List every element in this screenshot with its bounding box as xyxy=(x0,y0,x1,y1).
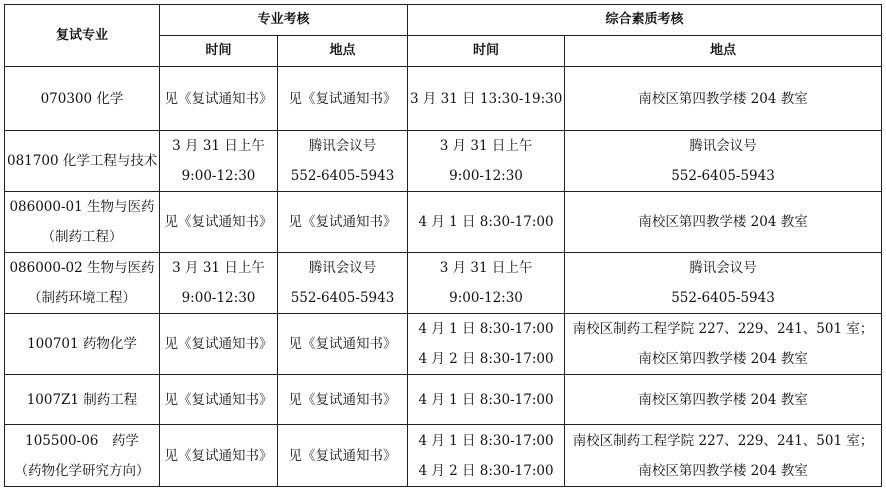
cell-professional-time xyxy=(160,253,278,314)
cell-line: （制药工程） xyxy=(41,229,123,245)
cell-line: 腾讯会议号 xyxy=(689,260,757,276)
cell-line: 100701 药物化学 xyxy=(27,336,137,352)
cell-comprehensive-place xyxy=(565,253,882,314)
cell-major xyxy=(5,192,160,253)
cell-line: 9:00-12:30 xyxy=(181,290,256,306)
cell-line: 3 月 31 日上午 xyxy=(172,138,265,154)
cell-line: 081700 化学工程与技术 xyxy=(7,153,158,169)
cell-line: 4 月 2 日 8:30-17:00 xyxy=(418,351,554,367)
cell-line: 552-6405-5943 xyxy=(671,290,775,306)
cell-line: 552-6405-5943 xyxy=(290,290,395,306)
cell-line: 1007Z1 制药工程 xyxy=(26,391,138,408)
cell-professional-place xyxy=(278,253,408,314)
cell-professional-time xyxy=(160,375,278,425)
cell-line: 见《复试通知书》 xyxy=(288,447,397,464)
cell-comprehensive-time xyxy=(408,131,565,192)
cell-line: 552-6405-5943 xyxy=(290,168,395,184)
header-professional-place: 地点 xyxy=(278,36,408,67)
table-row xyxy=(5,67,882,131)
cell-line: 腾讯会议号 xyxy=(308,260,377,276)
cell-line: 086000-02 生物与医药 xyxy=(9,260,155,276)
cell-line: 南校区制药工程学院 227、229、241、501 室； xyxy=(572,321,874,337)
cell-line: 见《复试通知书》 xyxy=(164,214,273,230)
cell-professional-time xyxy=(160,425,278,487)
cell-professional-time xyxy=(160,131,278,192)
cell-comprehensive-place xyxy=(565,67,882,131)
cell-line: 9:00-12:30 xyxy=(449,290,523,306)
cell-comprehensive-place xyxy=(565,314,882,375)
cell-line: 南校区第四教学楼 204 教室 xyxy=(638,90,808,107)
cell-line: 南校区第四教学楼 204 教室 xyxy=(638,391,808,408)
cell-comprehensive-place xyxy=(565,192,882,253)
cell-line: 南校区第四教学楼 204 教室 xyxy=(638,214,808,230)
cell-line: 见《复试通知书》 xyxy=(164,336,273,352)
header-major: 复试专业 xyxy=(5,5,160,67)
cell-comprehensive-place xyxy=(565,425,882,487)
exam-schedule-table xyxy=(4,4,882,487)
cell-professional-place xyxy=(278,192,408,253)
cell-comprehensive-place xyxy=(565,131,882,192)
table-row xyxy=(5,131,882,192)
cell-line: 3 月 31 日上午 xyxy=(439,138,533,154)
table-body xyxy=(5,67,882,487)
cell-line: 见《复试通知书》 xyxy=(288,391,397,408)
table-row xyxy=(5,425,882,487)
cell-line: 见《复试通知书》 xyxy=(288,214,397,230)
cell-line: 552-6405-5943 xyxy=(671,168,775,184)
cell-line: 南校区第四教学楼 204 教室 xyxy=(638,462,808,479)
cell-comprehensive-time xyxy=(408,67,565,131)
cell-line: 4 月 1 日 8:30-17:00 xyxy=(418,432,554,449)
cell-line: 见《复试通知书》 xyxy=(164,90,273,107)
cell-line: 4 月 2 日 8:30-17:00 xyxy=(418,462,554,479)
cell-line: 9:00-12:30 xyxy=(449,168,523,184)
cell-major xyxy=(5,131,160,192)
cell-professional-place xyxy=(278,375,408,425)
header-comprehensive-time: 时间 xyxy=(408,36,565,67)
header-professional-time: 时间 xyxy=(160,36,278,67)
cell-line: 3 月 31 日上午 xyxy=(439,260,533,276)
cell-line: 086000-01 生物与医药 xyxy=(9,199,155,215)
header-comprehensive-place: 地点 xyxy=(565,36,882,67)
table-row xyxy=(5,375,882,425)
cell-professional-time xyxy=(160,314,278,375)
cell-line: 腾讯会议号 xyxy=(689,138,757,154)
cell-comprehensive-time xyxy=(408,314,565,375)
cell-line: 见《复试通知书》 xyxy=(164,391,273,408)
cell-professional-place xyxy=(278,314,408,375)
cell-major xyxy=(5,253,160,314)
cell-comprehensive-time xyxy=(408,375,565,425)
table-row xyxy=(5,253,882,314)
cell-line: 4 月 1 日 8:30-17:00 xyxy=(418,391,554,408)
cell-line: 4 月 1 日 8:30-17:00 xyxy=(418,214,554,230)
cell-line: 105500-06 药学 xyxy=(25,432,139,449)
table-row xyxy=(5,192,882,253)
table-row xyxy=(5,314,882,375)
cell-comprehensive-place xyxy=(565,375,882,425)
cell-line: 腾讯会议号 xyxy=(308,138,377,154)
cell-major xyxy=(5,375,160,425)
cell-line: 9:00-12:30 xyxy=(181,168,256,184)
cell-line: 南校区第四教学楼 204 教室 xyxy=(638,351,808,367)
cell-professional-time xyxy=(160,192,278,253)
cell-line: 南校区制药工程学院 227、229、241、501 室； xyxy=(572,432,874,449)
cell-comprehensive-time xyxy=(408,253,565,314)
cell-line: （制药环境工程） xyxy=(28,290,136,306)
cell-major xyxy=(5,314,160,375)
cell-line: 3 月 31 日 13:30-19:30 xyxy=(410,90,563,107)
header-row-1 xyxy=(5,5,882,36)
header-comprehensive: 综合素质考核 xyxy=(408,5,882,36)
cell-professional-place xyxy=(278,131,408,192)
cell-professional-place xyxy=(278,425,408,487)
cell-comprehensive-time xyxy=(408,192,565,253)
header-professional: 专业考核 xyxy=(160,5,408,36)
cell-line: 见《复试通知书》 xyxy=(288,90,397,107)
cell-line: 4 月 1 日 8:30-17:00 xyxy=(418,321,554,337)
cell-line: 3 月 31 日上午 xyxy=(172,260,265,276)
cell-line: 见《复试通知书》 xyxy=(164,447,273,464)
cell-major xyxy=(5,67,160,131)
cell-comprehensive-time xyxy=(408,425,565,487)
cell-professional-time xyxy=(160,67,278,131)
cell-major xyxy=(5,425,160,487)
cell-professional-place xyxy=(278,67,408,131)
cell-line: 070300 化学 xyxy=(40,90,124,107)
cell-line: （药物化学研究方向） xyxy=(14,462,150,479)
cell-line: 见《复试通知书》 xyxy=(288,336,397,352)
